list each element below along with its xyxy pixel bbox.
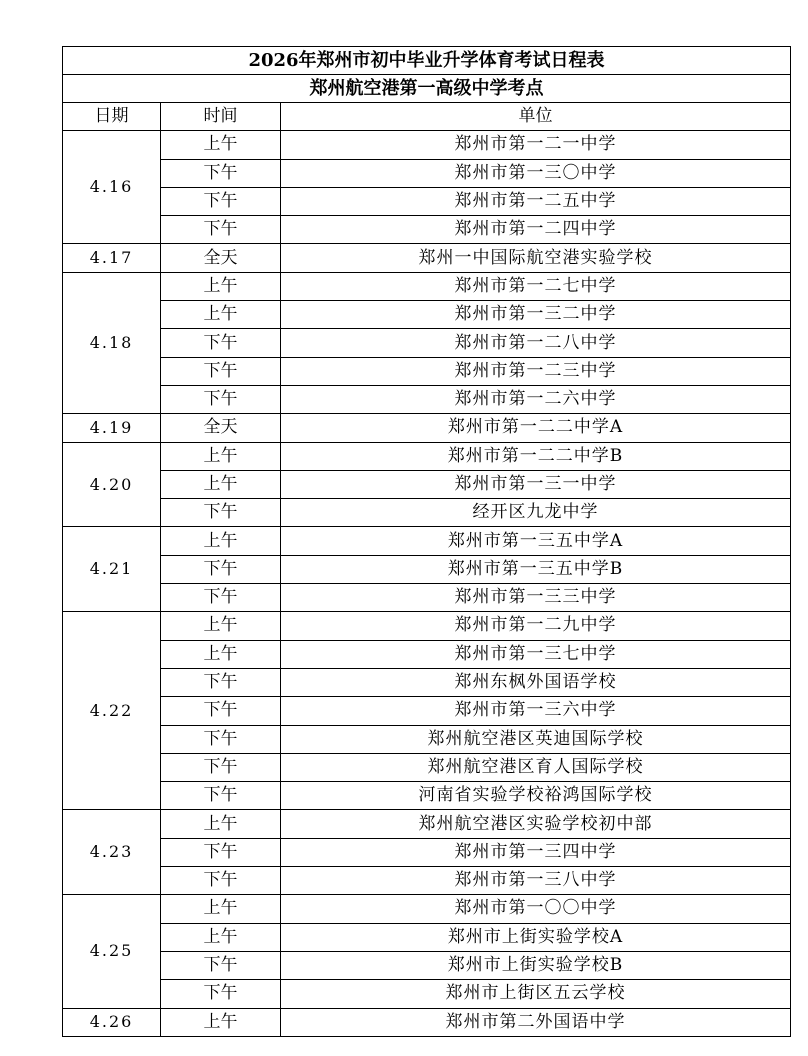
time-cell: 下午 (161, 555, 281, 583)
unit-cell: 郑州市第一二三中学 (281, 357, 791, 385)
time-cell: 上午 (161, 612, 281, 640)
unit-cell: 郑州市第一二二中学A (281, 414, 791, 442)
time-cell: 上午 (161, 470, 281, 498)
unit-cell: 郑州航空港区实验学校初中部 (281, 810, 791, 838)
table-title: 2026年郑州市初中毕业升学体育考试日程表 (63, 47, 791, 75)
time-cell: 下午 (161, 499, 281, 527)
table-row (63, 612, 791, 640)
table-row (63, 244, 791, 272)
date-cell: 4.16 (63, 131, 161, 244)
time-cell: 下午 (161, 838, 281, 866)
unit-cell: 郑州市第二外国语中学 (281, 1008, 791, 1036)
time-cell: 上午 (161, 895, 281, 923)
table-row (63, 131, 791, 159)
unit-cell: 郑州东枫外国语学校 (281, 668, 791, 696)
table-row (63, 980, 791, 1008)
unit-cell: 郑州市第一三〇中学 (281, 159, 791, 187)
date-cell: 4.26 (63, 1008, 161, 1036)
table-row (63, 442, 791, 470)
table-row (63, 527, 791, 555)
time-cell: 下午 (161, 753, 281, 781)
time-cell: 下午 (161, 697, 281, 725)
table-row (63, 753, 791, 781)
unit-cell: 经开区九龙中学 (281, 499, 791, 527)
table-row (63, 301, 791, 329)
time-cell: 下午 (161, 216, 281, 244)
time-cell: 上午 (161, 272, 281, 300)
time-cell: 下午 (161, 329, 281, 357)
time-cell: 下午 (161, 385, 281, 413)
time-cell: 上午 (161, 301, 281, 329)
date-cell: 4.21 (63, 527, 161, 612)
unit-cell: 郑州市第一三五中学A (281, 527, 791, 555)
time-cell: 上午 (161, 640, 281, 668)
table-row (63, 697, 791, 725)
time-cell: 上午 (161, 923, 281, 951)
time-cell: 上午 (161, 442, 281, 470)
time-cell: 下午 (161, 187, 281, 215)
table-row (63, 782, 791, 810)
time-cell: 下午 (161, 725, 281, 753)
time-cell: 上午 (161, 810, 281, 838)
unit-cell: 郑州市第一二九中学 (281, 612, 791, 640)
table-row (63, 810, 791, 838)
unit-cell: 郑州市第一二六中学 (281, 385, 791, 413)
time-cell: 上午 (161, 527, 281, 555)
table-row (63, 414, 791, 442)
unit-cell: 郑州市第一三六中学 (281, 697, 791, 725)
time-cell: 上午 (161, 131, 281, 159)
table-row (63, 584, 791, 612)
time-cell: 下午 (161, 980, 281, 1008)
table-row (63, 668, 791, 696)
unit-cell: 郑州市第一三三中学 (281, 584, 791, 612)
date-cell: 4.18 (63, 272, 161, 413)
unit-cell: 郑州市第一三五中学B (281, 555, 791, 583)
table-row (63, 470, 791, 498)
unit-cell: 郑州市第一三一中学 (281, 470, 791, 498)
unit-cell: 郑州一中国际航空港实验学校 (281, 244, 791, 272)
table-row (63, 895, 791, 923)
time-cell: 下午 (161, 951, 281, 979)
unit-cell: 郑州市上街实验学校B (281, 951, 791, 979)
table-row (63, 187, 791, 215)
unit-cell: 郑州市第一二四中学 (281, 216, 791, 244)
time-cell: 下午 (161, 867, 281, 895)
unit-cell: 郑州市第一〇〇中学 (281, 895, 791, 923)
time-cell: 全天 (161, 414, 281, 442)
table-row (63, 640, 791, 668)
table-row (63, 216, 791, 244)
table-row (63, 923, 791, 951)
time-cell: 下午 (161, 357, 281, 385)
table-row (63, 867, 791, 895)
date-cell: 4.20 (63, 442, 161, 527)
unit-cell: 郑州航空港区英迪国际学校 (281, 725, 791, 753)
table-row (63, 951, 791, 979)
venue-title: 郑州航空港第一高级中学考点 (63, 75, 791, 103)
unit-cell: 郑州市第一二五中学 (281, 187, 791, 215)
unit-cell: 郑州市第一三八中学 (281, 867, 791, 895)
table-row (63, 725, 791, 753)
table-row (63, 159, 791, 187)
date-cell: 4.17 (63, 244, 161, 272)
venue-row (63, 75, 791, 103)
unit-cell: 郑州市上街区五云学校 (281, 980, 791, 1008)
unit-cell: 郑州市第一二八中学 (281, 329, 791, 357)
date-cell: 4.19 (63, 414, 161, 442)
time-cell: 下午 (161, 782, 281, 810)
unit-cell: 郑州市第一二二中学B (281, 442, 791, 470)
table-row (63, 329, 791, 357)
table-row (63, 1008, 791, 1036)
unit-cell: 郑州市上街实验学校A (281, 923, 791, 951)
unit-cell: 郑州市第一三七中学 (281, 640, 791, 668)
date-cell: 4.22 (63, 612, 161, 810)
table-row (63, 499, 791, 527)
table-row (63, 385, 791, 413)
header-date: 日期 (63, 103, 161, 131)
date-cell: 4.23 (63, 810, 161, 895)
time-cell: 上午 (161, 1008, 281, 1036)
unit-cell: 郑州航空港区育人国际学校 (281, 753, 791, 781)
time-cell: 下午 (161, 584, 281, 612)
unit-cell: 河南省实验学校裕鸿国际学校 (281, 782, 791, 810)
unit-cell: 郑州市第一二一中学 (281, 131, 791, 159)
table-row (63, 357, 791, 385)
table-row (63, 838, 791, 866)
table-row (63, 272, 791, 300)
time-cell: 全天 (161, 244, 281, 272)
date-cell: 4.25 (63, 895, 161, 1008)
schedule-table (62, 46, 791, 1037)
schedule-body (63, 47, 791, 1037)
time-cell: 下午 (161, 668, 281, 696)
header-unit: 单位 (281, 103, 791, 131)
header-time: 时间 (161, 103, 281, 131)
header-row (63, 103, 791, 131)
unit-cell: 郑州市第一二七中学 (281, 272, 791, 300)
unit-cell: 郑州市第一三二中学 (281, 301, 791, 329)
table-row (63, 555, 791, 583)
time-cell: 下午 (161, 159, 281, 187)
title-row (63, 47, 791, 75)
unit-cell: 郑州市第一三四中学 (281, 838, 791, 866)
